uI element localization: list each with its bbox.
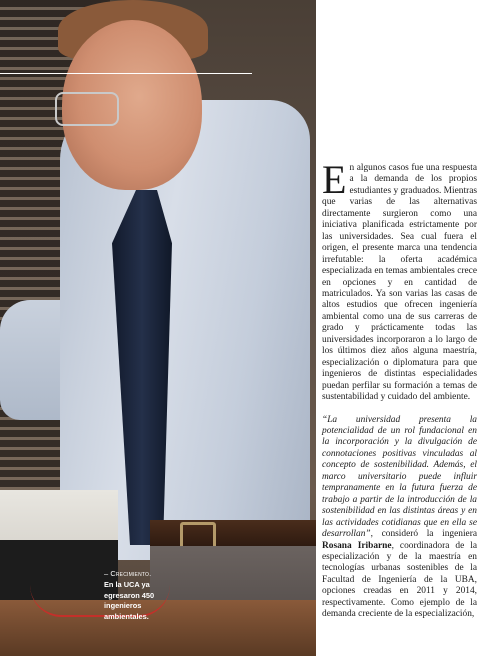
article-paragraph-1 — [322, 157, 478, 404]
caption-heading: – Crecimiento. — [104, 569, 152, 578]
photo-rule-line — [0, 73, 252, 74]
person-name: Rosana Iribarne — [322, 540, 392, 551]
photo-glasses — [55, 92, 119, 126]
photo-caption — [104, 569, 184, 623]
caption-body: En la UCA ya egresaron 450 ingenieros ambientales. — [104, 579, 155, 622]
drop-cap: E — [322, 157, 347, 202]
after-quote-text: , consideró la ingeniera — [370, 529, 477, 540]
article-text — [322, 157, 478, 621]
paragraph-2-text: , coordinadora de la especialización y de la maestría en tecnologías urbanas sostenibles de la Facultad de Ingeniería de la UBA, opciones creadas en 2011 y 2014, respectivamente. Como ejemplo de la demanda creciente de la especialización, — [322, 540, 478, 620]
paragraph-1-text: n algunos casos fue una respuesta a la demanda de los propios estudiantes y graduados. Mientras que varias de las alternativas directamente surgieron como una iniciativa planificada estrictamente por las universidades. Sea cual fuera el origen, el presente marca una tendencia irrefutable: la oferta académica especializada en temas ambientales crece en opciones y en cantidad de matriculados. Ya son varias las casas de altos estudios que ofrecen ingeniería ambiental como una de sus carreras de grado y prácticamente todas las universidades incorporaron a lo largo de los últimos diez años alguna maestría, especialización o diplomatura para que ingenieros de distintas especialidades puedan perfilar su formación a temas de sustentabilidad y cuidado del ambiente. — [322, 163, 478, 403]
quote-text: “La universidad presenta la potencialidad de un rol fundacional en la incorporación y la divulgación de connotaciones positivas vinculadas al concepto de sostenibilidad. Además, el marco universitario puede influir tempranamente en la futura fuerza de trabajo a partir de la introducción de la sostenibilidad en las distintas áreas y en las actividades cotidianas que en ella se desarrollan” — [322, 414, 477, 540]
photo-belt — [150, 520, 316, 546]
article-paragraph-2 — [322, 415, 477, 621]
caption-heading-text: Crecimiento. — [110, 569, 152, 578]
